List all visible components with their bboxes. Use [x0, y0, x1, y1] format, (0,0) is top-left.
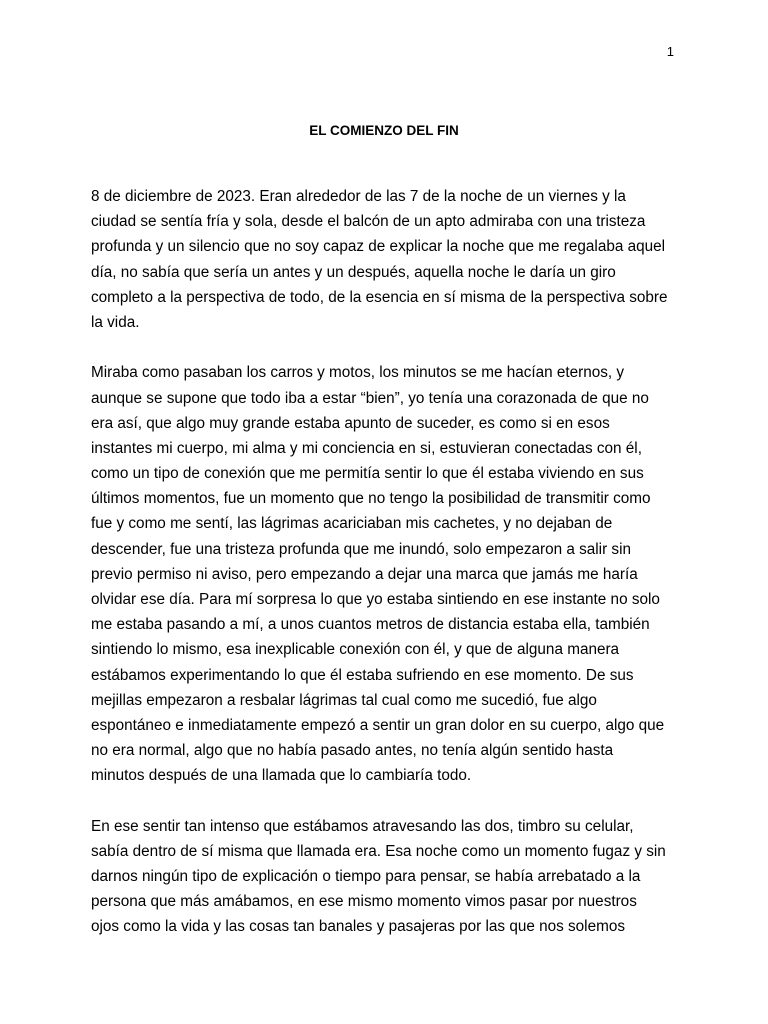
text-line: minutos después de una llamada que lo cambiaría todo. [91, 767, 472, 785]
text-line: descender, fue una tristeza profunda que me inundó, solo empezaron a salir sin [91, 540, 631, 558]
text-line: ciudad se sentía fría y sola, desde el balcón de un apto admiraba con una tristeza [91, 213, 646, 231]
text-line: previo permiso ni aviso, pero empezando a dejar una marca que jamás me haría [91, 565, 638, 583]
text-line: la vida. [91, 313, 140, 331]
text-line: sabía dentro de sí misma que llamada era. Esa noche como un momento fugaz y sin [91, 842, 666, 860]
text-line: ojos como la vida y las cosas tan banales y pasajeras por las que nos solemos [91, 918, 625, 936]
text-line: estábamos experimentando lo que él estaba sufriendo en ese momento. De sus [91, 666, 634, 684]
text-line: darnos ningún tipo de explicación o tiempo para pensar, se había arrebatado a la [91, 868, 641, 886]
paragraph-1 [91, 184, 687, 335]
text-line: como un tipo de conexión que me permitía sentir lo que él estaba viviendo en sus [91, 465, 644, 483]
text-line: sintiendo lo mismo, esa inexplicable conexión con él, y que de alguna manera [91, 641, 620, 659]
text-line: fue y como me sentí, las lágrimas acariciaban mis cachetes, y no dejaban de [91, 515, 613, 533]
text-line: espontáneo e inmediatamente empezó a sentir un gran dolor en su cuerpo, algo que [91, 716, 665, 734]
page-number: 1 [666, 44, 674, 59]
text-line: últimos momentos, fue un momento que no tengo la posibilidad de transmitir como [91, 490, 651, 508]
text-line: persona que más amábamos, en ese mismo momento vimos pasar por nuestros [91, 893, 637, 911]
text-line: me estaba pasando a mí, a unos cuantos metros de distancia estaba ella, también [91, 616, 650, 634]
text-line: aunque se supone que todo iba a estar “bien”, yo tenía una corazonada de que no [91, 389, 649, 407]
text-line: 8 de diciembre de 2023. Eran alrededor de las 7 de la noche de un viernes y la [91, 188, 626, 205]
text-line: no era normal, algo que no había pasado antes, no tenía algún sentido hasta [91, 742, 614, 760]
paragraph-2 [91, 360, 687, 788]
text-line: instantes mi cuerpo, mi alma y mi conciencia en si, estuvieran conectadas con él, [91, 439, 642, 457]
text-line: mejillas empezaron a resbalar lágrimas tal cual como me sucedió, fue algo [91, 691, 597, 709]
text-line: En ese sentir tan intenso que estábamos atravesando las dos, timbro su celular, [91, 817, 634, 835]
text-line: Miraba como pasaban los carros y motos, los minutos se me hacían eternos, y [91, 364, 625, 382]
document-title: EL COMIENZO DEL FIN [309, 123, 459, 138]
text-line: día, no sabía que sería un antes y un después, aquella noche le daría un giro [91, 263, 616, 281]
document-body [91, 184, 687, 965]
text-line: era así, que algo muy grande estaba apunto de suceder, es como si en esos [91, 414, 610, 432]
paragraph-3 [91, 814, 687, 940]
text-line: olvidar ese día. Para mí sorpresa lo que yo estaba sintiendo en ese instante no solo [91, 591, 660, 608]
text-line: completo a la perspectiva de todo, de la esencia en sí misma de la perspectiva sobre [91, 288, 668, 306]
text-line: profunda y un silencio que no soy capaz de explicar la noche que me regalaba aquel [91, 238, 666, 256]
